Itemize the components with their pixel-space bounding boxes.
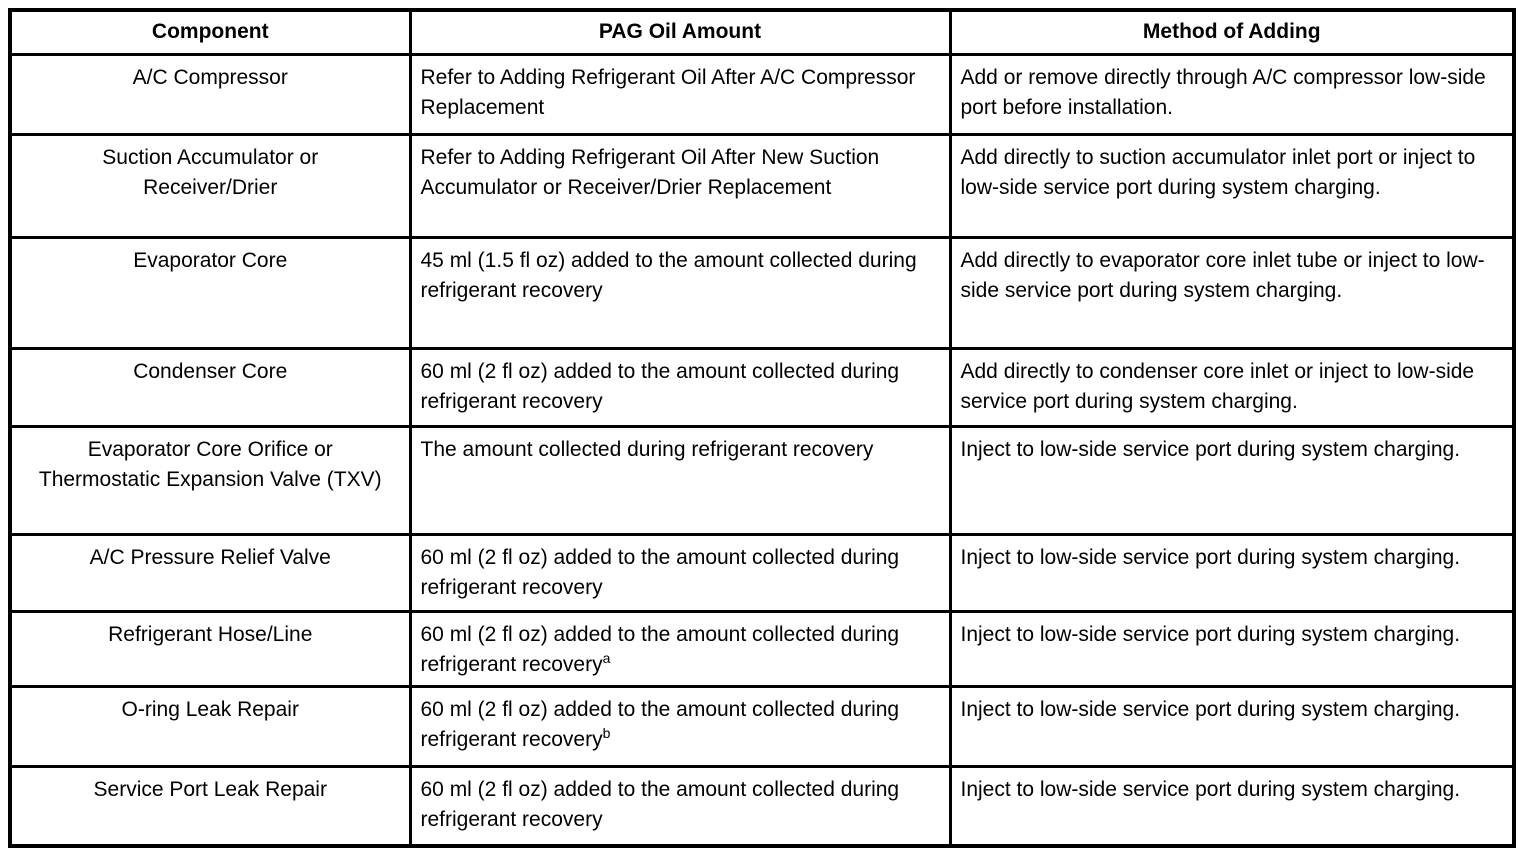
footnote-marker: b [602,724,611,741]
component-cell: Condenser Core [10,348,410,426]
component-cell: Refrigerant Hose/Line [10,611,410,686]
table-row-condenser-core [10,348,1514,426]
table-row-evaporator-core [10,237,1514,348]
footnote-marker: a [602,649,611,666]
component-cell: A/C Pressure Relief Valve [10,534,410,611]
method-cell: Add or remove directly through A/C compressor low-side port before installation. [950,54,1514,134]
column-header-method-of-adding: Method of Adding [950,10,1514,54]
pag-oil-text: The amount collected during refrigerant recovery [420,437,874,461]
method-cell: Inject to low-side service port during system charging. [950,426,1514,534]
pag-oil-text: 60 ml (2 fl oz) added to the amount collected during refrigerant recovery [420,359,900,413]
pag-oil-text: 60 ml (2 fl oz) added to the amount collected during refrigerant recovery [420,697,900,751]
table-row-ac-compressor [10,54,1514,134]
method-cell: Add directly to evaporator core inlet tube or inject to low-side service port during system charging. [950,237,1514,348]
pag-oil-cell [410,534,950,611]
component-cell: Service Port Leak Repair [10,766,410,846]
pag-oil-cell [410,766,950,846]
component-cell: O-ring Leak Repair [10,686,410,766]
pag-oil-cell [410,611,950,686]
table-header-row [10,10,1514,54]
method-cell: Inject to low-side service port during system charging. [950,686,1514,766]
pag-oil-cell [410,426,950,534]
pag-oil-text: 60 ml (2 fl oz) added to the amount collected during refrigerant recovery [420,545,900,599]
pag-oil-cell [410,54,950,134]
component-cell: A/C Compressor [10,54,410,134]
column-header-component: Component [10,10,410,54]
table-row-refrigerant-hose-line [10,611,1514,686]
pag-oil-cell [410,237,950,348]
method-cell: Add directly to suction accumulator inlet port or inject to low-side service port during system charging. [950,134,1514,237]
method-cell: Inject to low-side service port during system charging. [950,766,1514,846]
table-row-service-port-leak-repair [10,766,1514,846]
pag-oil-table [8,8,1516,848]
component-cell: Suction Accumulator or Receiver/Drier [10,134,410,237]
pag-oil-text: Refer to Adding Refrigerant Oil After New Suction Accumulator or Receiver/Drier Replacement [420,145,880,199]
component-cell: Evaporator Core [10,237,410,348]
table-row-orifice-txv [10,426,1514,534]
column-header-pag-oil-amount: PAG Oil Amount [410,10,950,54]
pag-oil-text: Refer to Adding Refrigerant Oil After A/C Compressor Replacement [420,65,916,119]
table-row-pressure-relief-valve [10,534,1514,611]
pag-oil-text: 45 ml (1.5 fl oz) added to the amount collected during refrigerant recovery [420,248,917,302]
table-row-o-ring-leak-repair [10,686,1514,766]
table-row-suction-accumulator [10,134,1514,237]
pag-oil-text: 60 ml (2 fl oz) added to the amount collected during refrigerant recovery [420,777,900,831]
pag-oil-cell [410,686,950,766]
method-cell: Inject to low-side service port during system charging. [950,534,1514,611]
method-cell: Inject to low-side service port during system charging. [950,611,1514,686]
component-cell: Evaporator Core Orifice or Thermostatic Expansion Valve (TXV) [10,426,410,534]
pag-oil-text: 60 ml (2 fl oz) added to the amount collected during refrigerant recovery [420,622,900,676]
pag-oil-cell [410,134,950,237]
method-cell: Add directly to condenser core inlet or inject to low-side service port during system charging. [950,348,1514,426]
pag-oil-cell [410,348,950,426]
